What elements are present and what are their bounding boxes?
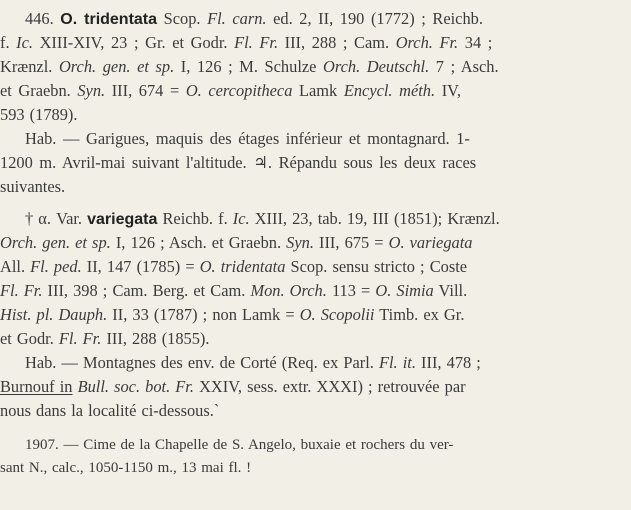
- entry-line-1: 446. O. tridentata Scop. Fl. carn. ed. 2, II, 190 (1772) ; Reichb.: [25, 9, 483, 28]
- entry-line-3: Krænzl. Orch. gen. et sp. I, 126 ; M. Schulze Orch. Deutschl. 7 ; Asch.: [0, 57, 499, 76]
- observation-line-1: 1907. — Cime de la Chapelle de S. Angelo, buxaie et rochers du ver-: [25, 437, 454, 453]
- variety-line-2: Orch. gen. et sp. I, 126 ; Asch. et Graebn. Syn. III, 675 = O. variegata: [0, 233, 473, 252]
- habitat-line-2: 1200 m. Avril-mai suivant l'altitude. ♃. Répandu sous les deux races: [0, 153, 477, 172]
- habitat-line-3: suivantes.: [0, 177, 66, 196]
- variety-line-6: et Godr. Fl. Fr. III, 288 (1855).: [0, 329, 210, 348]
- entry-line-5: 593 (1789).: [0, 105, 78, 124]
- variety-line-5: Hist. pl. Dauph. II, 33 (1787) ; non Lamk = O. Scopolii Timb. ex Gr.: [0, 305, 465, 324]
- variety-habitat-line-3: nous dans la localité ci-dessous.`: [0, 401, 220, 420]
- variety-habitat-line-2: Burnouf in Bull. soc. bot. Fr. XXIV, sess. extr. XXXI) ; retrouvée par: [0, 377, 466, 396]
- variety-line-4: Fl. Fr. III, 398 ; Cam. Berg. et Cam. Mon. Orch. 113 = O. Simia Vill.: [0, 281, 468, 300]
- species-name: O. tridentata: [60, 11, 158, 28]
- variety-line-1: † α. Var. variegata Reichb. f. Ic. XIII, 23, tab. 19, III (1851); Krænzl.: [25, 209, 500, 228]
- entry-line-2: f. Ic. XIII-XIV, 23 ; Gr. et Godr. Fl. Fr. III, 288 ; Cam. Orch. Fr. 34 ;: [0, 33, 493, 52]
- entry-line-4: et Graebn. Syn. III, 674 = O. cercopitheca Lamk Encycl. méth. IV,: [0, 81, 461, 100]
- variety-line-3: All. Fl. ped. II, 147 (1785) = O. tridentata Scop. sensu stricto ; Coste: [0, 257, 468, 276]
- variety-name: variegata: [87, 211, 158, 228]
- variety-habitat-line-1: Hab. — Montagnes des env. de Corté (Req. ex Parl. Fl. it. III, 478 ;: [25, 353, 481, 372]
- entry-number: 446.: [25, 9, 54, 28]
- habitat-line-1: Hab. — Garigues, maquis des étages inférieur et montagnard. 1-: [25, 129, 470, 148]
- observation-line-2: sant N., calc., 1050-1150 m., 13 mai fl. !: [0, 460, 252, 476]
